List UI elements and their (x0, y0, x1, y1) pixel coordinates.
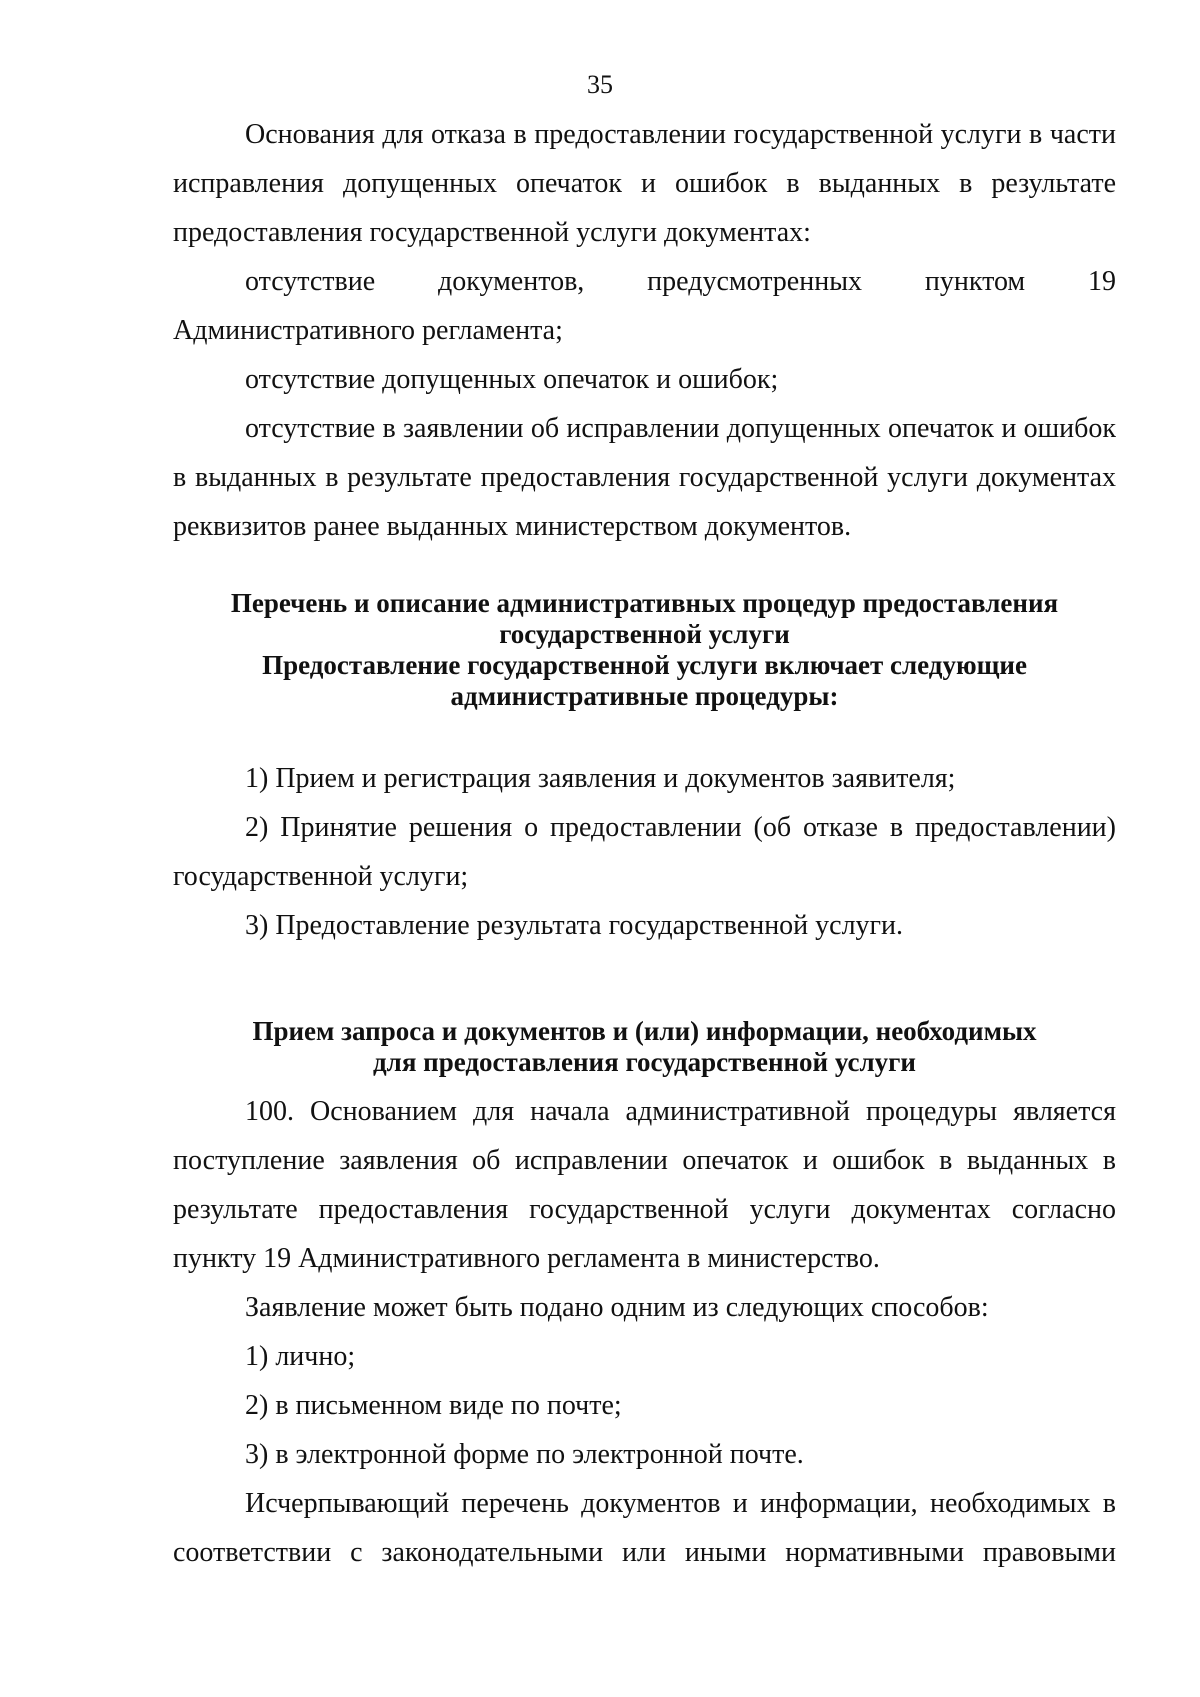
list-item-by-email: 3) в электронной форме по электронной почте. (245, 1439, 804, 1470)
list-item-procedure-1: 1) Прием и регистрация заявления и документов заявителя; (245, 763, 956, 794)
paragraph-no-errors: отсутствие допущенных опечаток и ошибок; (245, 364, 779, 395)
list-item-procedure-3: 3) Предоставление результата государственной услуги. (245, 910, 904, 941)
document-body (173, 110, 1116, 1577)
section-heading-request-intake (173, 1016, 1116, 1078)
page-number: 35 (587, 70, 613, 99)
list-item-in-person: 1) лично; (245, 1341, 356, 1372)
paragraph-documents-list: Исчерпывающий перечень документов и информации, необходимых в соответствии с законодательными или иными нормативными правовыми (173, 1488, 1116, 1568)
heading-line: Перечень и описание административных процедур предоставления (230, 588, 1059, 618)
heading-line: для предоставления государственной услуги (373, 1047, 916, 1077)
heading-line: государственной услуги (499, 619, 790, 649)
paragraph-submission-methods: Заявление может быть подано одним из следующих способов: (245, 1292, 989, 1323)
heading-line: Прием запроса и документов и (или) информации, необходимых (252, 1016, 1037, 1046)
paragraph-no-documents: отсутствие документов, предусмотренных пунктом 19 Административного регламента; (173, 266, 1116, 346)
heading-line: Предоставление государственной услуги включает следующие (262, 650, 1027, 680)
section-heading-procedures (173, 588, 1116, 712)
paragraph-item-100: 100. Основанием для начала административной процедуры является поступление заявления об исправлении опечаток и ошибок в выданных в результате предоставления государственной услуги документах согласно пункту 19 Административного регламента в министерство. (173, 1096, 1116, 1274)
list-item-procedure-2: 2) Принятие решения о предоставлении (об отказе в предоставлении) государственной услуги; (173, 812, 1116, 892)
list-item-by-mail: 2) в письменном виде по почте; (245, 1390, 622, 1421)
paragraph-refusal-grounds: Основания для отказа в предоставлении государственной услуги в части исправления допущенных опечаток и ошибок в выданных в результате предоставления государственной услуги документах: (173, 119, 1116, 248)
heading-line: административные процедуры: (450, 681, 839, 711)
paragraph-no-requisites: отсутствие в заявлении об исправлении допущенных опечаток и ошибок в выданных в результате предоставления государственной услуги документах реквизитов ранее выданных министерством документов. (173, 413, 1116, 542)
